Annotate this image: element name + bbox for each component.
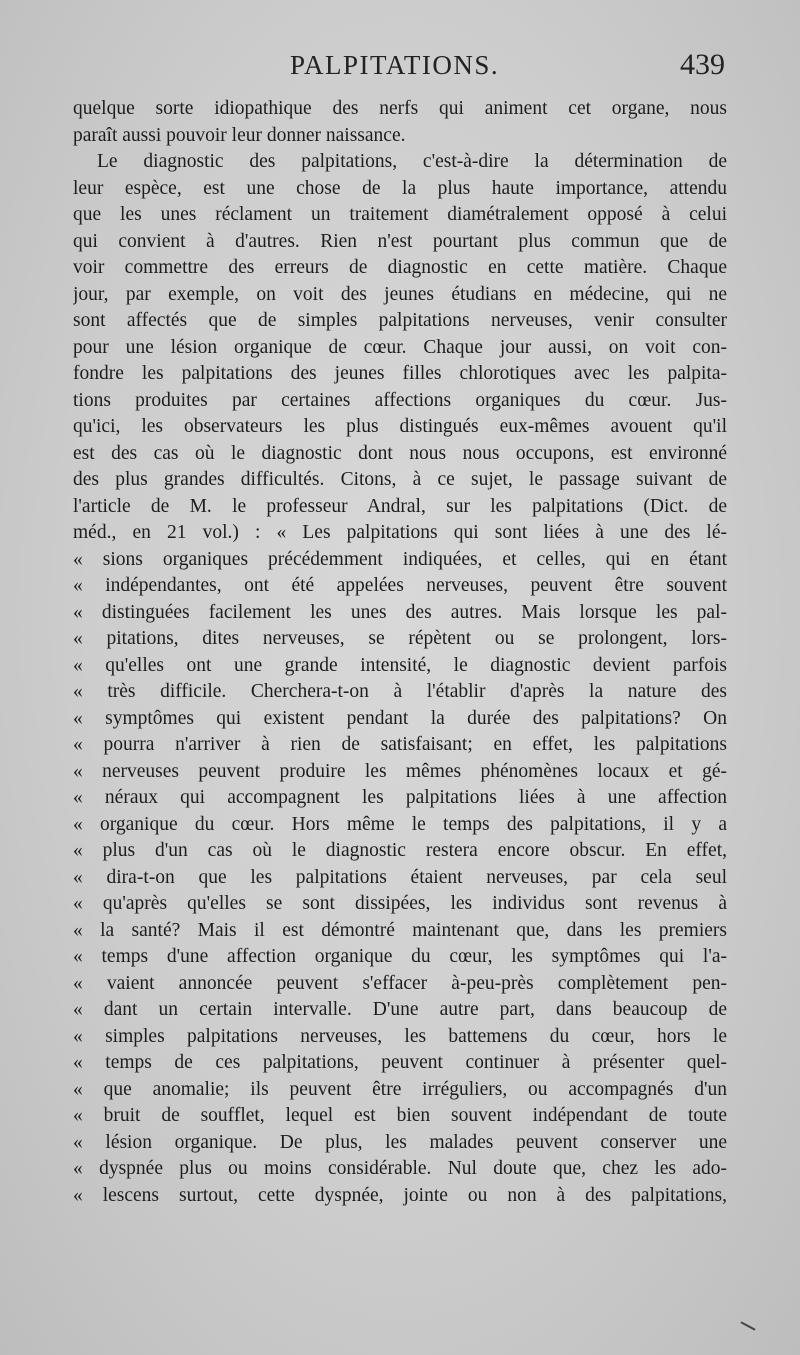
text-line: est des cas où le diagnostic dont nous nous occupons, est environné [73, 442, 727, 464]
text-line: que les unes réclament un traitement diamétralement opposé à celui [73, 204, 727, 225]
text-line: « bruit de soufflet, lequel est bien souvent indépendant de toute [73, 1105, 727, 1126]
text-line: « que anomalie; ils peuvent être irréguliers, ou accompagnés d'un [73, 1078, 727, 1100]
text-line: « lescens surtout, cette dyspnée, jointe ou non à des palpitations, [73, 1184, 727, 1206]
text-line: jour, par exemple, on voit des jeunes étudians en médecine, qui ne [73, 283, 727, 305]
text-line: « symptômes qui existent pendant la durée des palpitations? On [73, 707, 727, 729]
text-line: qu'ici, les observateurs les plus distingués eux-mêmes avouent qu'il [73, 416, 727, 437]
text-line: « organique du cœur. Hors même le temps des palpitations, il y a [73, 813, 727, 835]
text-line: « néraux qui accompagnent les palpitations liées à une affection [73, 787, 727, 808]
text-line: voir commettre des erreurs de diagnostic en cette matière. Chaque [73, 257, 727, 278]
page-header [0, 48, 800, 84]
text-line: Le diagnostic des palpitations, c'est-à-dire la détermination de [97, 151, 727, 172]
text-line: leur espèce, est une chose de la plus haute importance, attendu [73, 177, 727, 199]
text-line: « qu'elles ont une grande intensité, le diagnostic devient parfois [73, 654, 727, 676]
page-number: 439 [680, 48, 725, 81]
text-line: fondre les palpitations des jeunes filles chlorotiques avec les palpita- [73, 363, 727, 384]
text-line: quelque sorte idiopathique des nerfs qui animent cet organe, nous [73, 98, 727, 119]
text-line: tions produites par certaines affections organiques du cœur. Jus- [73, 389, 727, 411]
text-line: « dira-t-on que les palpitations étaient nerveuses, par cela seul [73, 866, 727, 888]
text-line: « dant un certain intervalle. D'une autre part, dans beaucoup de [73, 999, 727, 1020]
text-line: l'article de M. le professeur Andral, sur les palpitations (Dict. de [73, 495, 727, 517]
running-title: PALPITATIONS. [290, 50, 500, 80]
text-line: « distinguées facilement les unes des autres. Mais lorsque les pal- [73, 601, 727, 623]
text-line: « plus d'un cas où le diagnostic restera encore obscur. En effet, [73, 840, 727, 861]
body-text [73, 96, 727, 1209]
text-line: « lésion organique. De plus, les malades peuvent conserver une [73, 1131, 727, 1153]
text-line: pour une lésion organique de cœur. Chaque jour aussi, on voit con- [73, 336, 727, 358]
text-line: « nerveuses peuvent produire les mêmes phénomènes locaux et gé- [73, 760, 727, 782]
text-line: « qu'après qu'elles se sont dissipées, les individus sont revenus à [73, 893, 727, 914]
text-line: « dyspnée plus ou moins considérable. Nul doute que, chez les ado- [73, 1158, 727, 1179]
text-line: « pitations, dites nerveuses, se répètent ou se prolongent, lors- [73, 628, 727, 649]
text-line: méd., en 21 vol.) : « Les palpitations qui sont liées à une des lé- [73, 522, 727, 543]
text-line: « temps de ces palpitations, peuvent continuer à présenter quel- [73, 1052, 727, 1073]
text-line: « la santé? Mais il est démontré maintenant que, dans les premiers [73, 919, 727, 941]
text-line: qui convient à d'autres. Rien n'est pourtant plus commun que de [73, 230, 727, 252]
text-line: « indépendantes, ont été appelées nerveuses, peuvent être souvent [73, 575, 727, 596]
text-line: paraît aussi pouvoir leur donner naissance. [73, 124, 406, 146]
text-line: des plus grandes difficultés. Citons, à ce sujet, le passage suivant de [73, 469, 727, 490]
text-line: sont affectés que de simples palpitations nerveuses, venir consulter [73, 310, 727, 331]
page-corner-mark [740, 1321, 755, 1330]
text-line: « temps d'une affection organique du cœur, les symptômes qui l'a- [73, 946, 727, 967]
text-line: « très difficile. Cherchera-t-on à l'établir d'après la nature des [73, 681, 727, 702]
text-line: « vaient annoncée peuvent s'effacer à-peu-près complètement pen- [73, 972, 727, 994]
text-line: « simples palpitations nerveuses, les battemens du cœur, hors le [73, 1025, 727, 1047]
text-line: « pourra n'arriver à rien de satisfaisant; en effet, les palpitations [73, 734, 727, 755]
text-line: « sions organiques précédemment indiquées, et celles, qui en étant [73, 548, 727, 570]
